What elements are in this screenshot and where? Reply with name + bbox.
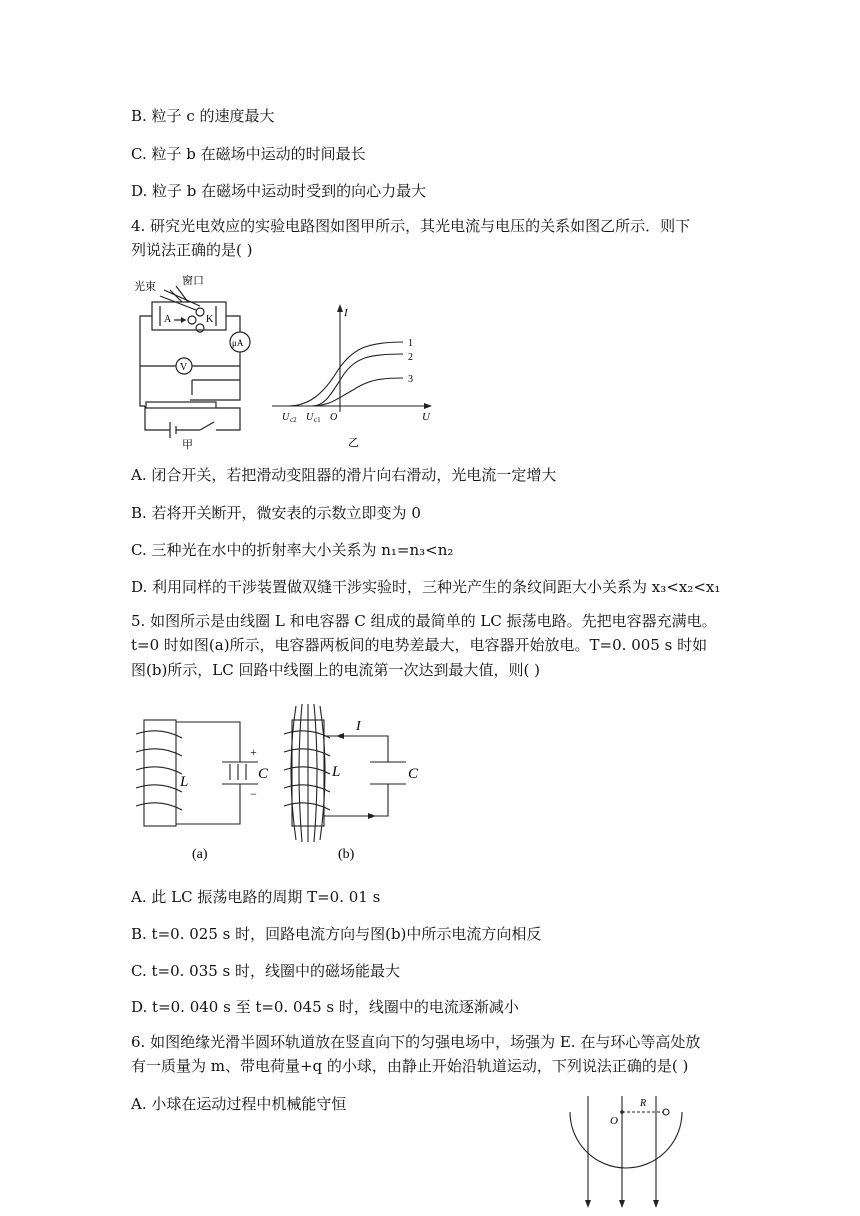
q6-option-a: A. 小球在运动过程中机械能守恒 [131, 1095, 347, 1113]
uc1-subscript: c1 [314, 416, 321, 424]
q5-option-d: D. t=0. 040 s 至 t=0. 045 s 时，线圈中的电流逐渐减小 [131, 998, 519, 1016]
q4-option-a: A. 闭合开关，若把滑动变阻器的滑片向右滑动，光电流一定增大 [131, 466, 557, 484]
q5-option-a: A. 此 LC 振荡电路的周期 T=0. 01 s [131, 888, 381, 906]
voltmeter-label: V [180, 362, 188, 373]
figure-jia-caption: 甲 [182, 439, 193, 450]
photocurrent-voltage-graph [268, 300, 438, 450]
q5-option-b: B. t=0. 025 s 时，回路电流方向与图(b)中所示电流方向相反 [131, 925, 542, 943]
figure-yi-caption: 乙 [348, 437, 359, 449]
capacitor-a-label: C [258, 766, 269, 782]
q5-stem-line2: t=0 时如图(a)所示，电容器两板间的电势差最大，电容器开始放电。T=0. 005 s 时如 [131, 636, 708, 654]
q6-stem-line1: 6. 如图绝缘光滑半圆环轨道放在竖直向下的匀强电场中，场强为 E. 在与环心等高处放 [131, 1033, 701, 1051]
curve-2-label: 2 [408, 352, 413, 363]
uc2-label: U [282, 412, 290, 423]
anode-label: A [164, 314, 172, 325]
window-label: 窗口 [182, 275, 204, 287]
axis-u-label: U [422, 411, 430, 423]
figure-b-caption: (b) [338, 847, 355, 862]
capacitor-b-label: C [408, 766, 419, 782]
axis-i-label: I [344, 307, 348, 319]
q6-stem-line2: 有一质量为 m、带电荷量+q 的小球，由静止开始沿轨道运动，下列说法正确的是( ) [131, 1057, 689, 1075]
q4-stem-line1: 4. 研究光电效应的实验电路图如图甲所示，其光电流与电压的关系如图乙所示．则下 [131, 217, 691, 235]
q3-option-c: C. 粒子 b 在磁场中运动的时间最长 [131, 145, 366, 163]
curve-3-label: 3 [408, 374, 413, 385]
q4-option-d: D. 利用同样的干涉装置做双缝干涉实验时，三种光产生的条纹间距大小关系为 x₃<x₂<x₁ [131, 578, 721, 596]
lc-circuit-diagram [130, 700, 430, 870]
radius-r-label: R [640, 1098, 647, 1109]
uc1-label: U [306, 412, 314, 423]
uc2-subscript: c2 [290, 416, 297, 424]
q5-stem-line1: 5. 如图所示是由线圈 L 和电容器 C 组成的最简单的 LC 振荡电路。先把电容器充满电。 [131, 612, 717, 630]
q4-option-b: B. 若将开关断开，微安表的示数立即变为 0 [131, 504, 421, 522]
origin-label: O [330, 412, 338, 423]
photoelectric-circuit-diagram [130, 270, 260, 450]
minus-sign: − [250, 787, 257, 801]
q5-option-c: C. t=0. 035 s 时，线圈中的磁场能最大 [131, 962, 401, 980]
q3-option-b: B. 粒子 c 的速度最大 [131, 107, 275, 125]
center-o-label: O [610, 1115, 618, 1127]
cathode-label: K [206, 314, 214, 325]
q5-stem-line3: 图(b)所示，LC 回路中线圈上的电流第一次达到最大值，则( ) [131, 661, 540, 679]
microammeter-label: μA [232, 338, 244, 348]
q3-option-d: D. 粒子 b 在磁场中运动时受到的向心力最大 [131, 182, 427, 200]
plus-sign: + [250, 745, 257, 759]
q4-option-c: C. 三种光在水中的折射率大小关系为 n₁=n₃<n₂ [131, 541, 454, 559]
coil-b-label: L [332, 764, 341, 780]
semicircular-track-diagram [564, 1092, 694, 1212]
figure-a-caption: (a) [192, 847, 208, 862]
current-label: I [356, 719, 361, 734]
coil-a-label: L [180, 774, 189, 790]
curve-1-label: 1 [408, 338, 413, 349]
q4-stem-line2: 列说法正确的是( ) [131, 241, 253, 259]
light-beam-label: 光束 [134, 281, 156, 293]
